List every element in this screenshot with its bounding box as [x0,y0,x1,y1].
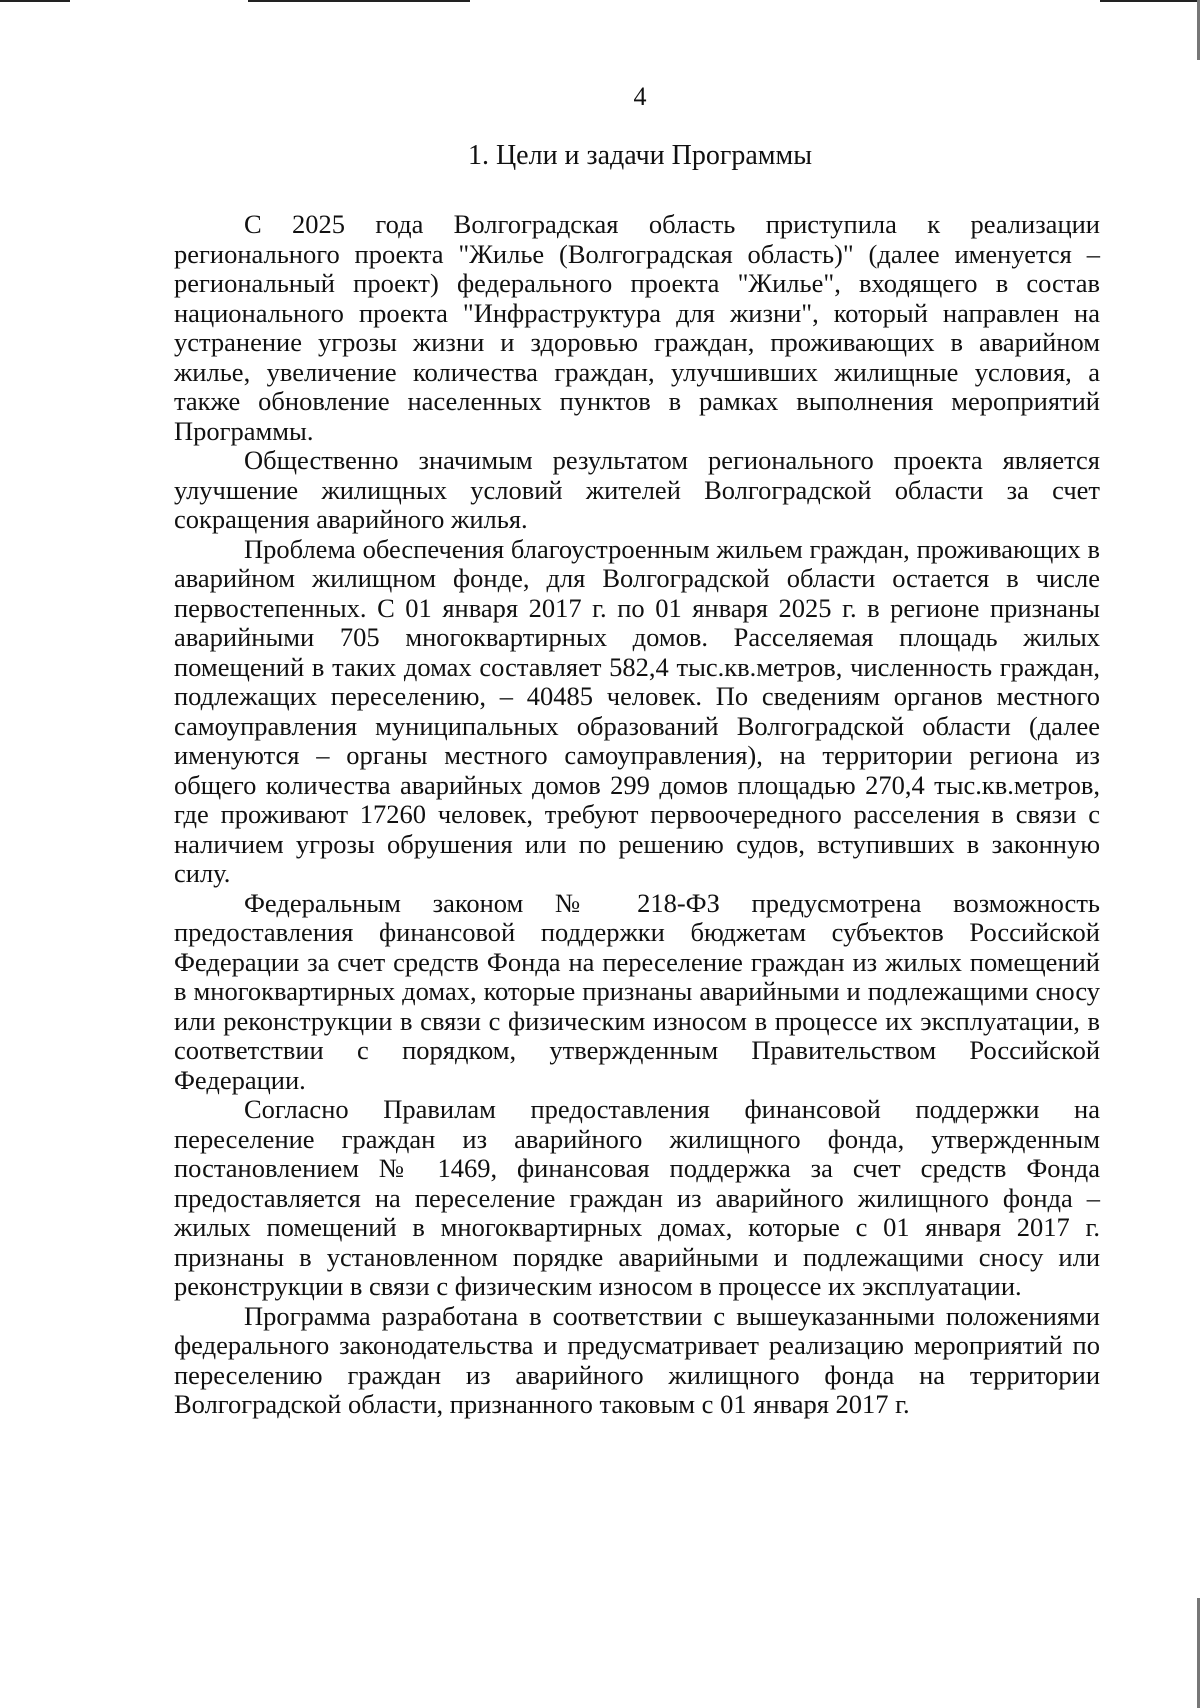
scan-artifact-top-right [1100,0,1200,2]
section-title: 1. Цели и задачи Программы [467,140,813,171]
scan-artifact-top-left [0,0,70,2]
paragraph: Проблема обеспечения благоустроенным жильем граждан, проживающих в аварийном жилищном фонде, для Волгоградской области остается в числе первостепенных. С 01 января 2017 г. по 01 января 2025 г. в регионе признаны аварийными 705 многоквартирных домов. Расселяемая площадь жилых помещений в таких домах составляет 582,4 тыс.кв.метров, численность граждан, подлежащих переселению, – 40485 человек. По сведениям органов местного самоуправления муниципальных образований Волгоградской области (далее именуются – органы местного самоуправления), на территории региона из общего количества аварийных домов 299 домов площадью 270,4 тыс.кв.метров, где проживают 17260 человек, требуют первоочередного расселения в связи с наличием угрозы обрушения или по решению судов, вступивших в законную силу. [174,533,1100,888]
paragraph: Общественно значимым результатом регионального проекта является улучшение жилищных условий жителей Волгоградской области за счет сокращения аварийного жилья. [174,445,1100,534]
paragraph: Федеральным законом № 218-ФЗ предусмотрена возможность предоставления финансовой поддержки бюджетам субъектов Российской Федерации за счет средств Фонда на переселение граждан из жилых помещений в многоквартирных домах, которые признаны аварийными и подлежащими сносу или реконструкции в связи с физическим износом в процессе их эксплуатации, в соответствии с порядком, утвержденным Правительством Российской Федерации. [174,887,1100,1095]
scan-artifact-top-middle [248,0,470,2]
document-body [174,210,1100,1420]
paragraph: Программа разработана в соответствии с вышеуказанными положениями федерального законодательства и предусматривает реализацию мероприятий по переселению граждан из аварийного жилищного фонда на территории Волгоградской области, признанного таковым с 01 января 2017 г. [174,1300,1100,1419]
page-number: 4 [633,82,647,111]
paragraph: Согласно Правилам предоставления финансовой поддержки на переселение граждан из аварийного жилищного фонда, утвержденным постановлением № 1469, финансовая поддержка за счет средств Фонда предоставляется на переселение граждан из аварийного жилищного фонда – жилых помещений в многоквартирных домах, которые с 01 января 2017 г. признаны в установленном порядке аварийными и подлежащими сносу или реконструкции в связи с физическим износом в процессе их эксплуатации. [174,1094,1100,1301]
paragraph: С 2025 года Волгоградская область приступила к реализации регионального проекта "Жилье (Волгоградская область)" (далее именуется – региональный проект) федерального проекта "Жилье", входящего в состав национального проекта "Инфраструктура для жизни", который направлен на устранение угрозы жизни и здоровью граждан, проживающих в аварийном жилье, увеличение количества граждан, улучшивших жилищные условия, а также обновление населенных пунктов в рамках выполнения мероприятий Программы. [174,209,1100,446]
